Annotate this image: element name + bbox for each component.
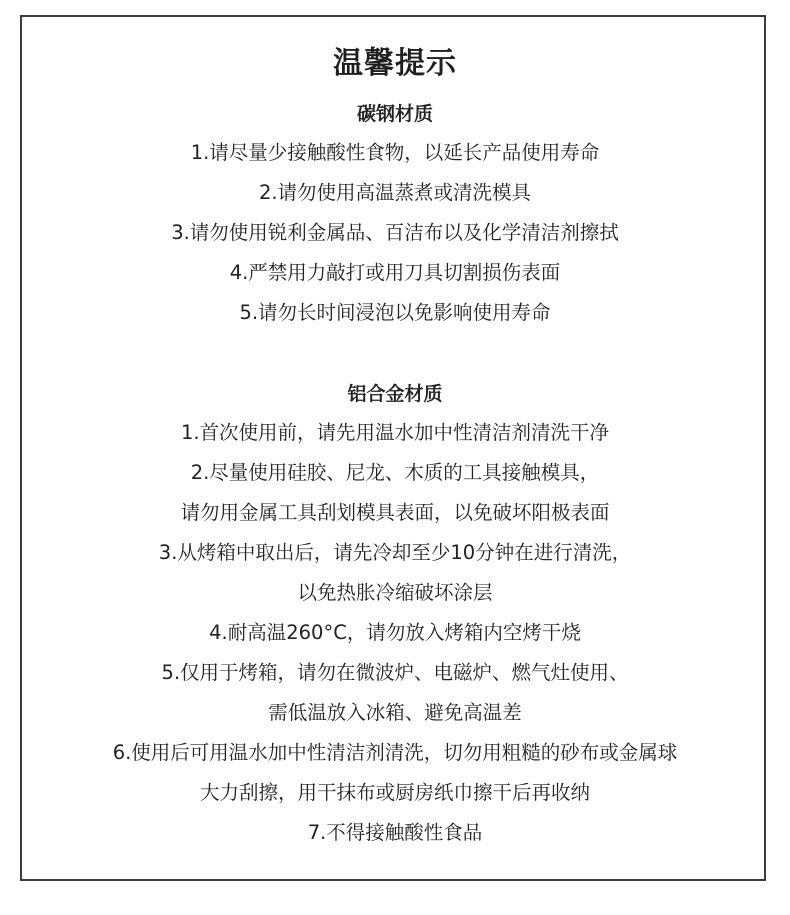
aluminum-tip-6a: 6.使用后可用温水加中性清洁剂清洗，切勿用粗糙的砂布或金属球 bbox=[112, 741, 678, 764]
aluminum-tip-4: 4.耐高温260°C，请勿放入烤箱内空烤干烧 bbox=[209, 621, 581, 644]
carbon-steel-tip-2: 2.请勿使用高温蒸煮或清洗模具 bbox=[258, 181, 532, 204]
aluminum-tip-2a: 2.尽量使用硅胶、尼龙、木质的工具接触模具， bbox=[190, 461, 600, 484]
aluminum-tip-2b: 请勿用金属工具刮划模具表面，以免破坏阳极表面 bbox=[180, 501, 610, 524]
aluminum-tip-5a: 5.仅用于烤箱，请勿在微波炉、电磁炉、燃气灶使用、 bbox=[161, 661, 629, 684]
carbon-steel-tip-1: 1.请尽量少接触酸性食物，以延长产品使用寿命 bbox=[190, 141, 600, 164]
aluminum-tip-7: 7.不得接触酸性食品 bbox=[307, 821, 483, 844]
carbon-steel-tip-5: 5.请勿长时间浸泡以免影响使用寿命 bbox=[239, 301, 551, 324]
carbon-steel-heading: 碳钢材质 bbox=[356, 103, 433, 125]
aluminum-alloy-heading: 铝合金材质 bbox=[347, 383, 443, 405]
aluminum-tip-3b: 以免热胀冷缩破坏涂层 bbox=[297, 581, 493, 604]
carbon-steel-tip-3: 3.请勿使用锐利金属品、百洁布以及化学清洁剂擦拭 bbox=[171, 221, 619, 244]
carbon-steel-tip-4: 4.严禁用力敲打或用刀具切割损伤表面 bbox=[229, 261, 561, 284]
aluminum-tip-6b: 大力刮擦，用干抹布或厨房纸巾擦干后再收纳 bbox=[199, 781, 590, 804]
aluminum-tip-1: 1.首次使用前，请先用温水加中性清洁剂清洗干净 bbox=[180, 421, 610, 444]
aluminum-tip-3a: 3.从烤箱中取出后，请先冷却至少10分钟在进行清洗， bbox=[158, 541, 632, 564]
carbon-steel-section bbox=[0, 98, 790, 333]
aluminum-alloy-section bbox=[0, 378, 790, 853]
aluminum-tip-5b: 需低温放入冰箱、避免高温差 bbox=[268, 701, 522, 724]
notice-title: 温馨提示 bbox=[333, 46, 457, 81]
